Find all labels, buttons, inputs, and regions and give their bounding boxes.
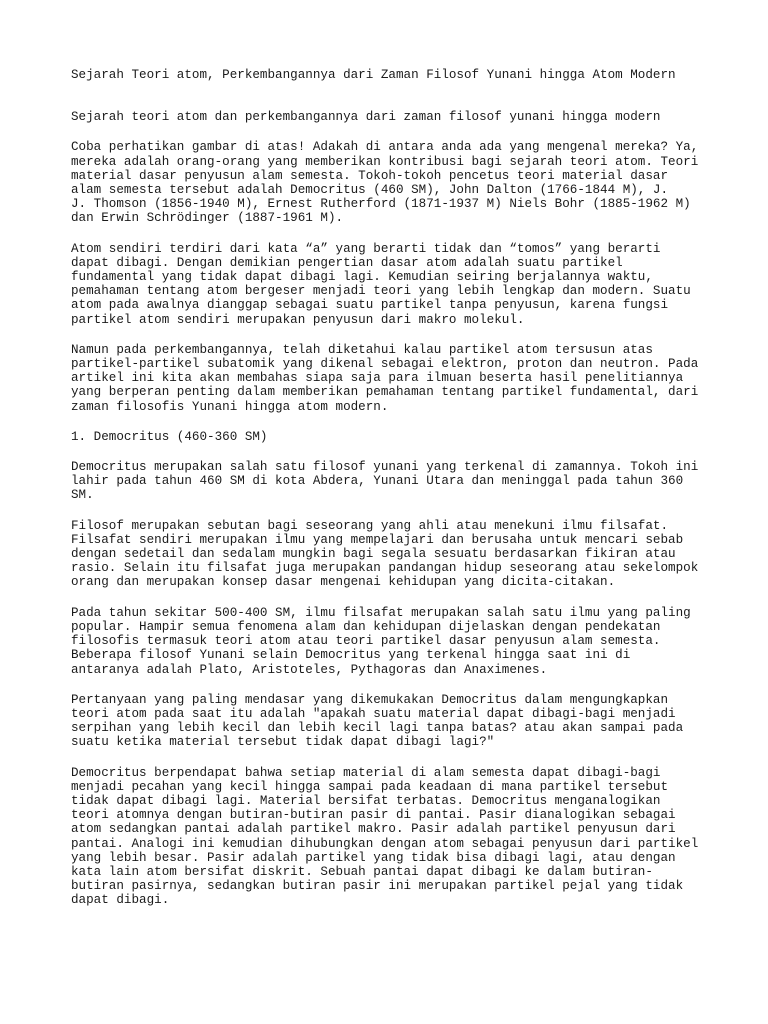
paragraph-filosof: Filosof merupakan sebutan bagi seseorang yang ahli atau menekuni ilmu filsafat. Filsafat sendiri merupakan ilmu yang mempelajari dan berusaha untuk mencari sebab dengan sedetail dan sedalam mungkin bagi segala sesuatu berdasarkan fikiran atau rasio. Selain itu filsafat juga merupakan pandangan hidup seseorang atau sekelompok orang dan merupakan konsep dasar mengenai kehidupan yang dicita-citakan. (71, 518, 699, 590)
section-heading-democritus: 1. Democritus (460-360 SM) (71, 429, 268, 444)
document-title: Sejarah Teori atom, Perkembangannya dari Zaman Filosof Yunani hingga Atom Modern (71, 68, 676, 82)
paragraph-filsafat-era: Pada tahun sekitar 500-400 SM, ilmu filsafat merupakan salah satu ilmu yang paling popular. Hampir semua fenomena alam dan kehidupan dijelaskan dengan pendekatan filosofis termasuk teori atom atau teori partikel dasar penyusun alam semesta. Beberapa filosof Yunani selain Democritus yang terkenal hingga saat ini di antaranya adalah Plato, Aristoteles, Pythagoras dan Anaximenes. (71, 605, 691, 677)
paragraph-intro: Coba perhatikan gambar di atas! Adakah di antara anda ada yang mengenal mereka? Ya, mereka adalah orang-orang yang memberikan kontribusi bagi sejarah teori atom. Teori material dasar penyusun alam semesta. Tokoh-tokoh pencetus teori material dasar alam semesta tersebut adalah Democritus (460 SM), John Dalton (1766-1844 M), J. J. Thomson (1856-1940 M), Ernest Rutherford (1871-1937 M) Niels Bohr (1885-1962 M) dan Erwin Schrödinger (1887-1961 M). (71, 140, 699, 226)
document-page (71, 68, 711, 924)
paragraph-question: Pertanyaan yang paling mendasar yang dikemukakan Democritus dalam mengungkapkan teori atom pada saat itu adalah "apakah suatu material dapat dibagi-bagi menjadi serpihan yang lebih kecil dan lebih kecil lagi tanpa batas? atau akan sampai pada suatu ketika material tersebut tidak dapat dibagi lagi?" (71, 692, 684, 750)
paragraph-subtitle: Sejarah teori atom dan perkembangannya dari zaman filosof yunani hingga modern (71, 110, 661, 125)
paragraph-subatomic: Namun pada perkembangannya, telah diketahui kalau partikel atom tersusun atas partikel-partikel subatomik yang dikenal sebagai elektron, proton dan neutron. Pada artikel ini kita akan membahas siapa saja para ilmuan beserta hasil penelitiannya yang berperan penting dalam memberikan pemahaman tentang partikel fundamental, dari zaman filosofis Yunani hingga atom modern. (71, 342, 699, 414)
paragraph-democritus-bio: Democritus merupakan salah satu filosof yunani yang terkenal di zamannya. Tokoh ini lahir pada tahun 460 SM di kota Abdera, Yunani Utara dan meninggal pada tahun 360 SM. (71, 460, 699, 503)
paragraph-atom-definition: Atom sendiri terdiri dari kata “a” yang berarti tidak dan “tomos” yang berarti dapat dibagi. Dengan demikian pengertian dasar atom adalah suatu partikel fundamental yang tidak dapat dibagi lagi. Kemudian seiring berjalannya waktu, pemahaman tentang atom bergeser menjadi teori yang lebih lengkap dan modern. Suatu atom pada awalnya dianggap sebagai suatu partikel tanpa penyusun, karena fungsi partikel atom sendiri merupakan penyusun dari makro molekul. (71, 241, 691, 327)
paragraph-democritus-theory: Democritus berpendapat bahwa setiap material di alam semesta dapat dibagi-bagi menjadi pecahan yang kecil hingga sampai pada keadaan di mana partikel tersebut tidak dapat dibagi lagi. Material bersifat terbatas. Democritus menganalogikan teori atomnya dengan butiran-butiran pasir di pantai. Pasir dianalogikan sebagai atom sedangkan pantai adalah partikel makro. Pasir adalah partikel penyusun dari pantai. Analogi ini kemudian dihubungkan dengan atom sebagai penyusun dari partikel yang lebih besar. Pasir adalah partikel yang tidak bisa dibagi lagi, atau dengan kata lain atom bersifat diskrit. Sebuah pantai dapat dibagi ke dalam butiran- butiran pasirnya, sedangkan butiran pasir ini merupakan partikel pejal yang tidak dapat dibagi. (71, 765, 699, 908)
